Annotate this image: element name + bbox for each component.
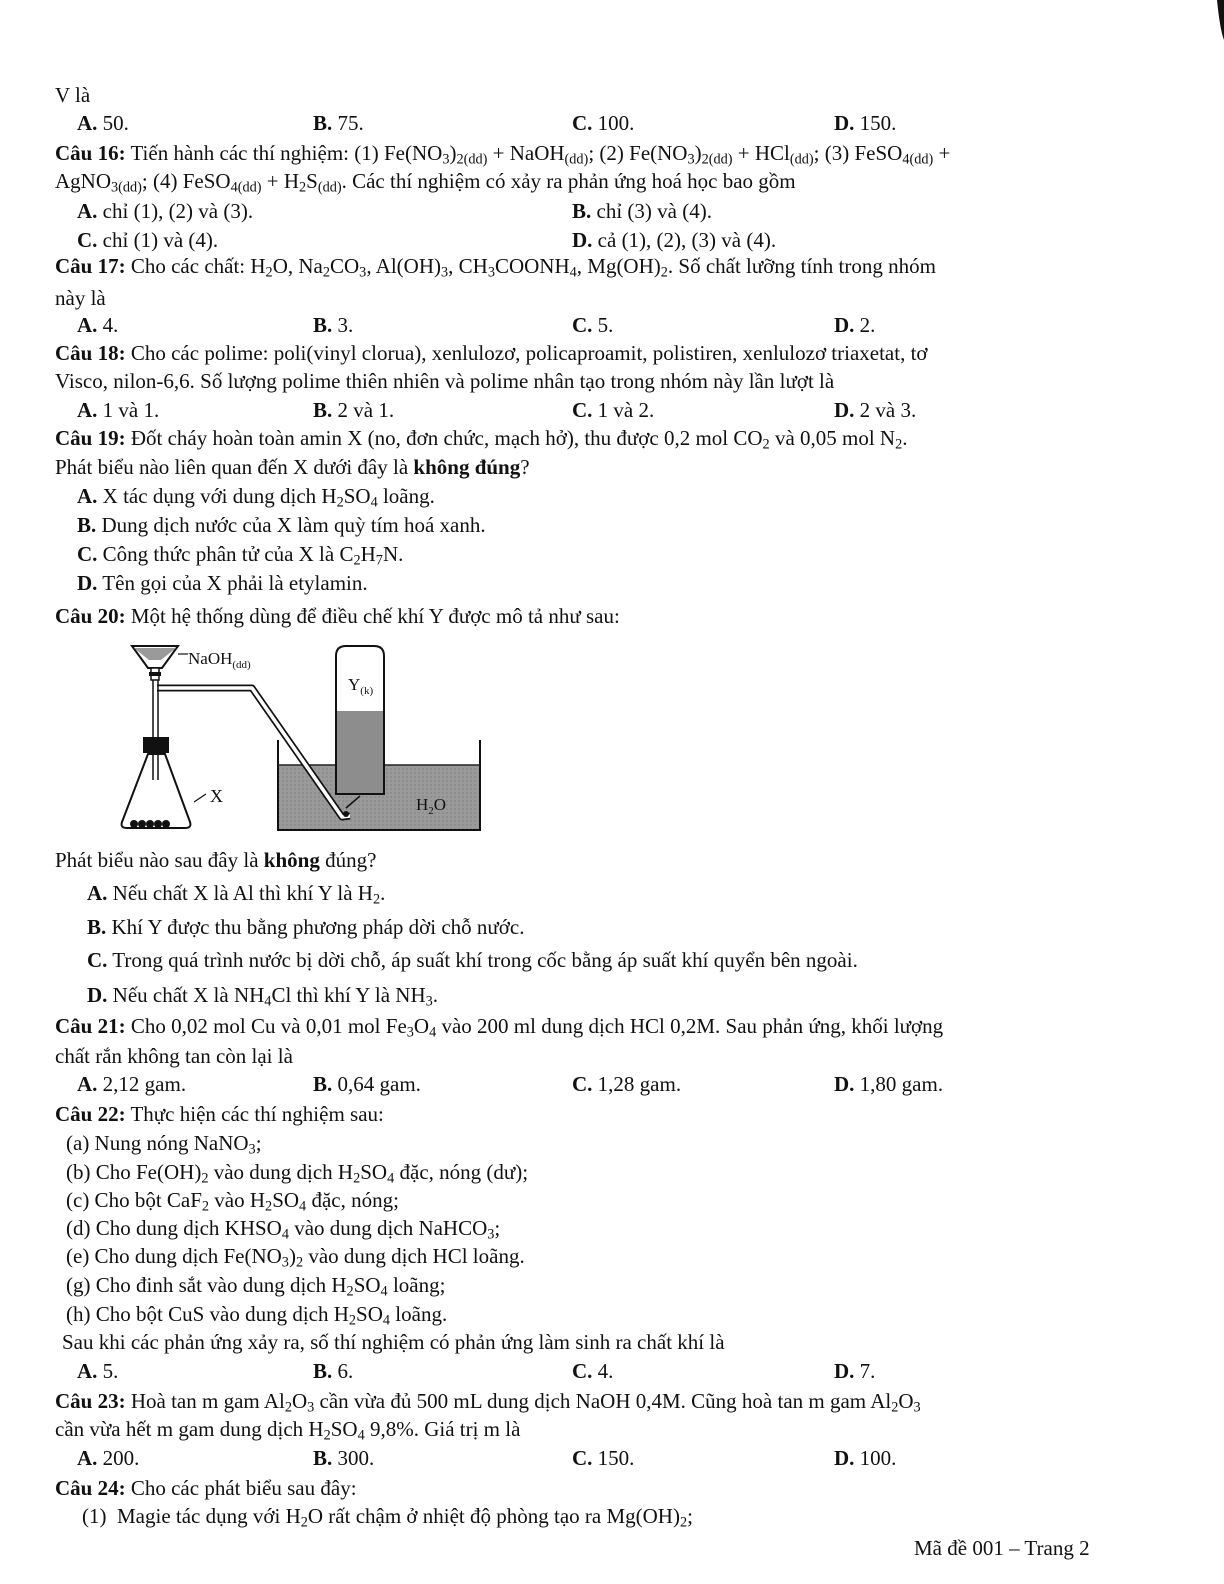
q18-option-c[interactable]: C. 1 và 2. (572, 398, 655, 422)
q22-stem-line1: Câu 22: Thực hiện các thí nghiệm sau: (55, 1102, 384, 1126)
q17-stem-line1: Câu 17: Cho các chất: $H_2O$, $Na_2CO_3$, $Al(OH)_3$, $CH_3COONH_4$, $Mg(OH)_2$. Số chất lưỡng tính trong nhóm (55, 254, 936, 281)
q19-option-d[interactable]: D. Tên gọi của X phải là etylamin. (77, 571, 368, 595)
q24-statement-1: (1) Magie tác dụng với $H_2O$ rất chậm ở nhiệt độ phòng tạo ra $Mg(OH)_2$; (82, 1504, 693, 1531)
q15-option-a[interactable]: A. 50. (77, 111, 129, 135)
q17-option-b[interactable]: B. 3. (313, 313, 354, 337)
q16-option-a[interactable]: A. chỉ (1), (2) và (3). (77, 199, 254, 223)
conical-flask (122, 754, 191, 828)
q15-option-b[interactable]: B. 75. (313, 111, 364, 135)
q23-option-c[interactable]: C. 150. (572, 1446, 635, 1470)
q15-option-c[interactable]: C. 100. (572, 111, 635, 135)
q20-option-a[interactable]: A. Nếu chất X là Al thì khí Y là $H_2$. (87, 881, 386, 908)
q21-option-c[interactable]: C. 1,28 gam. (572, 1072, 682, 1096)
q15-tail-text: V là (55, 83, 91, 107)
label-y: $Y_{(k)}$ (348, 675, 374, 697)
q23-stem-line2: cần vừa hết m gam dung dịch $H_2SO_4$ 9,8%. Giá trị m là (55, 1417, 521, 1444)
q16-option-c[interactable]: C. chỉ (1) và (4). (77, 228, 219, 252)
q16-option-b[interactable]: B. chỉ (3) và (4). (572, 199, 712, 223)
q20-option-d[interactable]: D. Nếu chất X là $NH_4Cl$ thì khí Y là $NH_3$. (87, 983, 439, 1010)
q23-option-b[interactable]: B. 300. (313, 1446, 375, 1470)
q20-option-c[interactable]: C. Trong quá trình nước bị dời chỗ, áp suất khí trong cốc bằng áp suất khí quyển bên ngoài. (87, 948, 858, 972)
q22-item-c: (c) Cho bột CaF$_2$ vào $H_2SO_4$ đặc, nóng; (66, 1188, 399, 1215)
q17-option-d[interactable]: D. 2. (834, 313, 876, 337)
q22-item-d: (d) Cho dung dịch $KHSO_4$ vào dung dịch NaHCO$_3$; (66, 1216, 501, 1243)
q18-option-d[interactable]: D. 2 và 3. (834, 398, 917, 422)
q20-option-b[interactable]: B. Khí Y được thu bằng phương pháp dời chỗ nước. (87, 915, 525, 939)
label-x: X (210, 786, 223, 806)
q22-item-g: (g) Cho đinh sắt vào dung dịch $H_2SO_4$ loãng; (66, 1273, 446, 1300)
q24-stem-line1: Câu 24: Cho các phát biểu sau đây: (55, 1476, 357, 1500)
q19-option-c[interactable]: C. Công thức phân tử của X là $C_2H_7N$. (77, 542, 404, 569)
q21-stem-line1: Câu 21: Cho 0,02 mol Cu và 0,01 mol $Fe_3O_4$ vào 200 ml dung dịch HCl 0,2M. Sau phản ứng, khối lượng (55, 1014, 944, 1041)
q18-stem-line2: Visco, nilon-6,6. Số lượng polime thiên nhiên và polime nhân tạo trong nhóm này lần lượt là (55, 369, 835, 393)
q22-option-a[interactable]: A. 5. (77, 1359, 119, 1383)
q16-stem-line2: AgNO$_{3(dd)}$; (4) FeSO$_{4(dd)}$ + $H_2S_{(dd)}$. Các thí nghiệm có xảy ra phản ứng hoá học bao gồm (55, 169, 796, 196)
q19-stem-line2: Phát biểu nào liên quan đến X dưới đây là không đúng? (55, 455, 530, 479)
q22-option-c[interactable]: C. 4. (572, 1359, 614, 1383)
q22-option-b[interactable]: B. 6. (313, 1359, 354, 1383)
q18-stem-line1: Câu 18: Cho các polime: poli(vinyl clorua), xenlulozơ, policaproamit, polistiren, xenlulozơ triaxetat, tơ (55, 341, 928, 365)
q16-option-d[interactable]: D. cả (1), (2), (3) và (4). (572, 228, 777, 252)
q17-option-a[interactable]: A. 4. (77, 313, 119, 337)
q19-option-a[interactable]: A. X tác dụng với dung dịch $H_2SO_4$ loãng. (77, 484, 435, 511)
q19-option-b[interactable]: B. Dung dịch nước của X làm quỳ tím hoá xanh. (77, 513, 486, 537)
label-naoh: NaOH$_{(dd)}$ (188, 649, 251, 671)
q21-option-a[interactable]: A. 2,12 gam. (77, 1072, 187, 1096)
water-in-tube (336, 711, 384, 794)
q18-option-a[interactable]: A. 1 và 1. (77, 398, 160, 422)
q22-item-a: (a) Nung nóng NaNO$_3$; (66, 1131, 262, 1158)
q19-stem-line1: Câu 19: Đốt cháy hoàn toàn amin X (no, đơn chức, mạch hở), thu được 0,2 mol $CO_2$ và 0,05 mol $N_2$. (55, 426, 908, 453)
gas-collection-apparatus-figure (110, 640, 485, 835)
q21-stem-line2: chất rắn không tan còn lại là (55, 1044, 293, 1068)
q23-option-d[interactable]: D. 100. (834, 1446, 897, 1470)
solid-x-particles (130, 820, 170, 828)
q21-option-d[interactable]: D. 1,80 gam. (834, 1072, 944, 1096)
q22-option-d[interactable]: D. 7. (834, 1359, 876, 1383)
label-h2o: $H_2O$ (416, 795, 447, 817)
q22-item-e: (e) Cho dung dịch $Fe(NO_3)_2$ vào dung dịch HCl loãng. (66, 1244, 525, 1271)
q23-option-a[interactable]: A. 200. (77, 1446, 140, 1470)
q20-question: Phát biểu nào sau đây là không đúng? (55, 848, 377, 872)
q22-item-h: (h) Cho bột CuS vào dung dịch $H_2SO_4$ loãng. (66, 1302, 448, 1329)
q17-option-c[interactable]: C. 5. (572, 313, 614, 337)
q18-option-b[interactable]: B. 2 và 1. (313, 398, 395, 422)
q22-item-b: (b) Cho $Fe(OH)_2$ vào dung dịch $H_2SO_4$ đặc, nóng (dư); (66, 1160, 529, 1187)
q16-stem-line1: Câu 16: Tiến hành các thí nghiệm: (1) $Fe(NO_3)_{2(dd)}$ + NaOH$_{(dd)}$; (2) $Fe(NO_3)_{2(dd)} + HCl_{(dd)}$; (3) FeSO$_{4(dd)}$ + (55, 141, 951, 168)
scan-edge-mark (1207, 0, 1224, 40)
q22-tail: Sau khi các phản ứng xảy ra, số thí nghiệm có phản ứng làm sinh ra chất khí là (62, 1330, 725, 1354)
q17-stem-line2: này là (55, 286, 106, 310)
q20-stem-line1: Câu 20: Một hệ thống dùng để điều chế khí Y được mô tả như sau: (55, 604, 620, 628)
q21-option-b[interactable]: B. 0,64 gam. (313, 1072, 421, 1096)
flask-stopper (143, 737, 169, 753)
q23-stem-line1: Câu 23: Hoà tan m gam $Al_2O_3$ cần vừa đủ 500 mL dung dịch NaOH 0,4M. Cũng hoà tan m gam $Al_2O_3$ (55, 1389, 921, 1416)
q15-option-d[interactable]: D. 150. (834, 111, 897, 135)
page-footer: Mã đề 001 – Trang 2 (914, 1536, 1090, 1560)
